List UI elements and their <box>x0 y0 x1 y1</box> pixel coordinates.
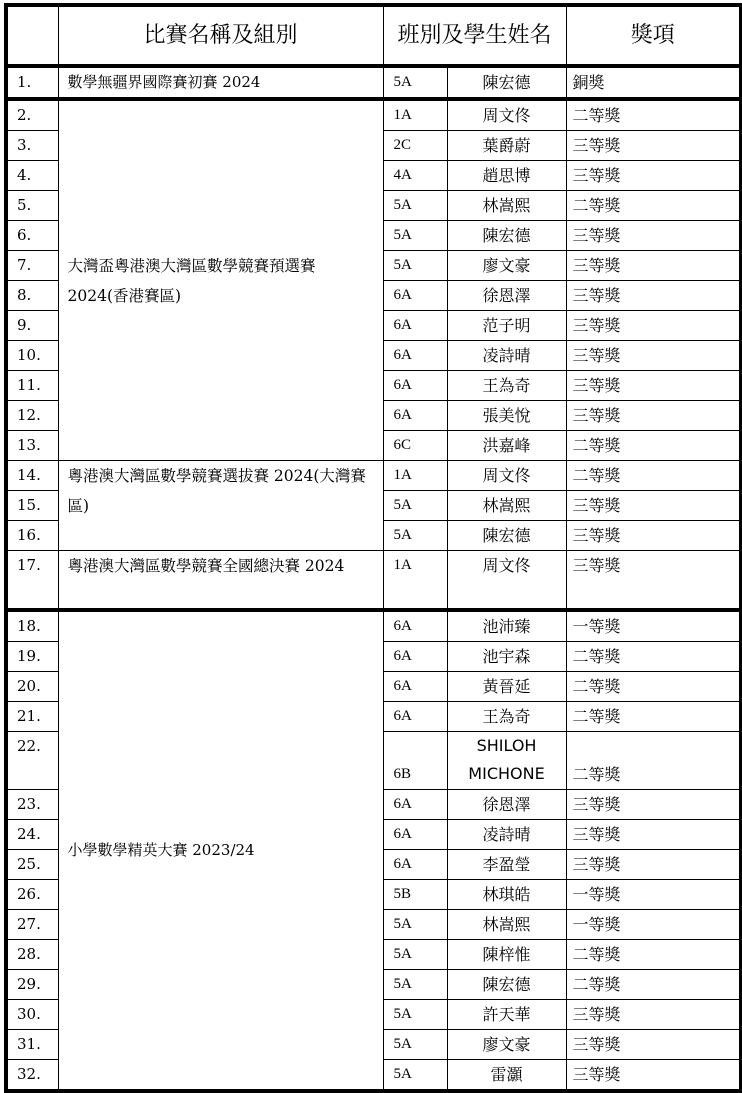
award-cell: 二等獎 <box>566 672 741 702</box>
class-cell: 6A <box>383 341 447 371</box>
award-cell: 銅獎 <box>566 66 741 99</box>
student-name: 徐恩澤 <box>447 281 566 311</box>
student-name: 林嵩熙 <box>447 491 566 521</box>
awards-table <box>4 3 742 1093</box>
student-name: 徐恩澤 <box>447 790 566 820</box>
class-cell: 5A <box>383 66 447 99</box>
award-cell: 三等獎 <box>566 820 741 850</box>
table-row <box>6 66 741 99</box>
row-number: 20. <box>6 672 58 702</box>
student-name: 凌詩晴 <box>447 341 566 371</box>
award-cell: 三等獎 <box>566 221 741 251</box>
award-cell: 二等獎 <box>566 642 741 672</box>
class-cell: 6A <box>383 850 447 880</box>
award-cell: 三等獎 <box>566 521 741 551</box>
class-cell: 6A <box>383 642 447 672</box>
student-name: 陳宏德 <box>447 66 566 99</box>
row-number: 5. <box>6 191 58 221</box>
row-number: 15. <box>6 491 58 521</box>
student-name: 陳梓惟 <box>447 940 566 970</box>
class-cell: 5A <box>383 221 447 251</box>
award-cell: 三等獎 <box>566 161 741 191</box>
row-number: 2. <box>6 99 58 131</box>
student-name: 池沛臻 <box>447 610 566 642</box>
award-cell: 三等獎 <box>566 131 741 161</box>
row-number: 9. <box>6 311 58 341</box>
row-number: 32. <box>6 1060 58 1092</box>
class-cell: 6A <box>383 311 447 341</box>
student-name: 趙思博 <box>447 161 566 191</box>
award-cell: 三等獎 <box>566 491 741 521</box>
award-cell: 三等獎 <box>566 1030 741 1060</box>
table-row <box>6 99 741 131</box>
award-cell: 一等獎 <box>566 610 741 642</box>
award-cell: 二等獎 <box>566 191 741 221</box>
row-number: 21. <box>6 702 58 732</box>
row-number: 31. <box>6 1030 58 1060</box>
table-row <box>6 461 741 491</box>
competition-name <box>58 461 383 551</box>
award-cell: 三等獎 <box>566 850 741 880</box>
award-cell: 三等獎 <box>566 281 741 311</box>
competition-name <box>58 99 383 461</box>
award-cell: 三等獎 <box>566 401 741 431</box>
student-name: 張美悅 <box>447 401 566 431</box>
row-number: 13. <box>6 431 58 461</box>
student-name: 周文佟 <box>447 99 566 131</box>
student-name: 凌詩晴 <box>447 820 566 850</box>
award-cell: 二等獎 <box>566 940 741 970</box>
student-name: 池宇森 <box>447 642 566 672</box>
class-cell: 6A <box>383 702 447 732</box>
row-number: 6. <box>6 221 58 251</box>
header-number <box>6 5 58 66</box>
competition-name-text: 粵港澳大灣區數學競賽全國總決賽 2024 <box>67 557 345 575</box>
class-cell: 5A <box>383 970 447 1000</box>
competition-name-text: 粵港澳大灣區數學競賽選拔賽 2024(大灣賽區) <box>67 467 366 515</box>
student-name: 陳宏德 <box>447 970 566 1000</box>
award-cell: 三等獎 <box>566 790 741 820</box>
student-name: 黃晉延 <box>447 672 566 702</box>
student-name: 林嵩熙 <box>447 910 566 940</box>
header-class-student: 班別及學生姓名 <box>383 5 566 66</box>
class-cell: 6A <box>383 371 447 401</box>
student-name: 洪嘉峰 <box>447 431 566 461</box>
class-cell: 5A <box>383 491 447 521</box>
class-cell: 6A <box>383 401 447 431</box>
student-name: 雷灝 <box>447 1060 566 1092</box>
row-number: 27. <box>6 910 58 940</box>
student-name: 周文佟 <box>447 551 566 611</box>
row-number: 10. <box>6 341 58 371</box>
header-competition: 比賽名稱及組別 <box>58 5 383 66</box>
row-number: 3. <box>6 131 58 161</box>
row-number: 28. <box>6 940 58 970</box>
row-number: 25. <box>6 850 58 880</box>
class-cell: 5B <box>383 880 447 910</box>
row-number: 22. <box>6 732 58 790</box>
competition-name: 數學無疆界國際賽初賽 2024 <box>58 66 383 99</box>
student-name: 王為奇 <box>447 702 566 732</box>
award-cell: 二等獎 <box>566 702 741 732</box>
award-cell: 一等獎 <box>566 910 741 940</box>
row-number: 12. <box>6 401 58 431</box>
competition-name-text: 大灣盃粵港澳大灣區數學競賽預選賽 2024(香港賽區) <box>67 256 316 305</box>
row-number: 7. <box>6 251 58 281</box>
award-cell: 三等獎 <box>566 341 741 371</box>
class-cell: 5A <box>383 910 447 940</box>
class-cell: 2C <box>383 131 447 161</box>
student-name: 廖文豪 <box>447 251 566 281</box>
class-cell: 5A <box>383 1060 447 1092</box>
header-row <box>6 5 741 66</box>
student-name: 周文佟 <box>447 461 566 491</box>
table-row <box>6 551 741 611</box>
award-cell: 二等獎 <box>566 732 741 790</box>
class-cell: 6A <box>383 281 447 311</box>
student-name: 林嵩熙 <box>447 191 566 221</box>
award-cell: 二等獎 <box>566 970 741 1000</box>
class-cell: 4A <box>383 161 447 191</box>
row-number: 8. <box>6 281 58 311</box>
award-cell: 三等獎 <box>566 1060 741 1092</box>
row-number: 1. <box>6 66 58 99</box>
award-cell: 二等獎 <box>566 99 741 131</box>
class-cell: 6B <box>383 732 447 790</box>
row-number: 19. <box>6 642 58 672</box>
class-cell: 5A <box>383 521 447 551</box>
class-cell: 6A <box>383 672 447 702</box>
header-award: 獎項 <box>566 5 741 66</box>
award-cell: 二等獎 <box>566 461 741 491</box>
competition-name <box>58 551 383 611</box>
student-name: 陳宏德 <box>447 521 566 551</box>
row-number: 24. <box>6 820 58 850</box>
row-number: 4. <box>6 161 58 191</box>
student-name: 陳宏德 <box>447 221 566 251</box>
award-cell: 一等獎 <box>566 880 741 910</box>
award-cell: 三等獎 <box>566 251 741 281</box>
student-name: 廖文豪 <box>447 1030 566 1060</box>
award-cell: 三等獎 <box>566 1000 741 1030</box>
row-number: 14. <box>6 461 58 491</box>
class-cell: 5A <box>383 1000 447 1030</box>
class-cell: 5A <box>383 1030 447 1060</box>
row-number: 23. <box>6 790 58 820</box>
row-number: 26. <box>6 880 58 910</box>
row-number: 16. <box>6 521 58 551</box>
class-cell: 1A <box>383 461 447 491</box>
award-cell: 三等獎 <box>566 311 741 341</box>
class-cell: 6A <box>383 820 447 850</box>
table-row <box>6 610 741 642</box>
class-cell: 6A <box>383 610 447 642</box>
class-cell: 5A <box>383 940 447 970</box>
award-cell: 二等獎 <box>566 431 741 461</box>
student-name: 許天華 <box>447 1000 566 1030</box>
row-number: 30. <box>6 1000 58 1030</box>
row-number: 29. <box>6 970 58 1000</box>
class-cell: 5A <box>383 251 447 281</box>
row-number: 11. <box>6 371 58 401</box>
student-name: 林琪皓 <box>447 880 566 910</box>
class-cell: 1A <box>383 99 447 131</box>
student-name: SHILOH MICHONE <box>447 732 566 790</box>
class-cell: 6A <box>383 790 447 820</box>
student-name: 李盈瑩 <box>447 850 566 880</box>
student-name: 葉爵蔚 <box>447 131 566 161</box>
student-name: 王為奇 <box>447 371 566 401</box>
row-number: 17. <box>6 551 58 611</box>
class-cell: 6C <box>383 431 447 461</box>
award-cell: 三等獎 <box>566 371 741 401</box>
class-cell: 5A <box>383 191 447 221</box>
competition-name: 小學數學精英大賽 2023/24 <box>58 610 383 1091</box>
student-name: 范子明 <box>447 311 566 341</box>
row-number: 18. <box>6 610 58 642</box>
award-cell: 三等獎 <box>566 551 741 611</box>
class-cell: 1A <box>383 551 447 611</box>
